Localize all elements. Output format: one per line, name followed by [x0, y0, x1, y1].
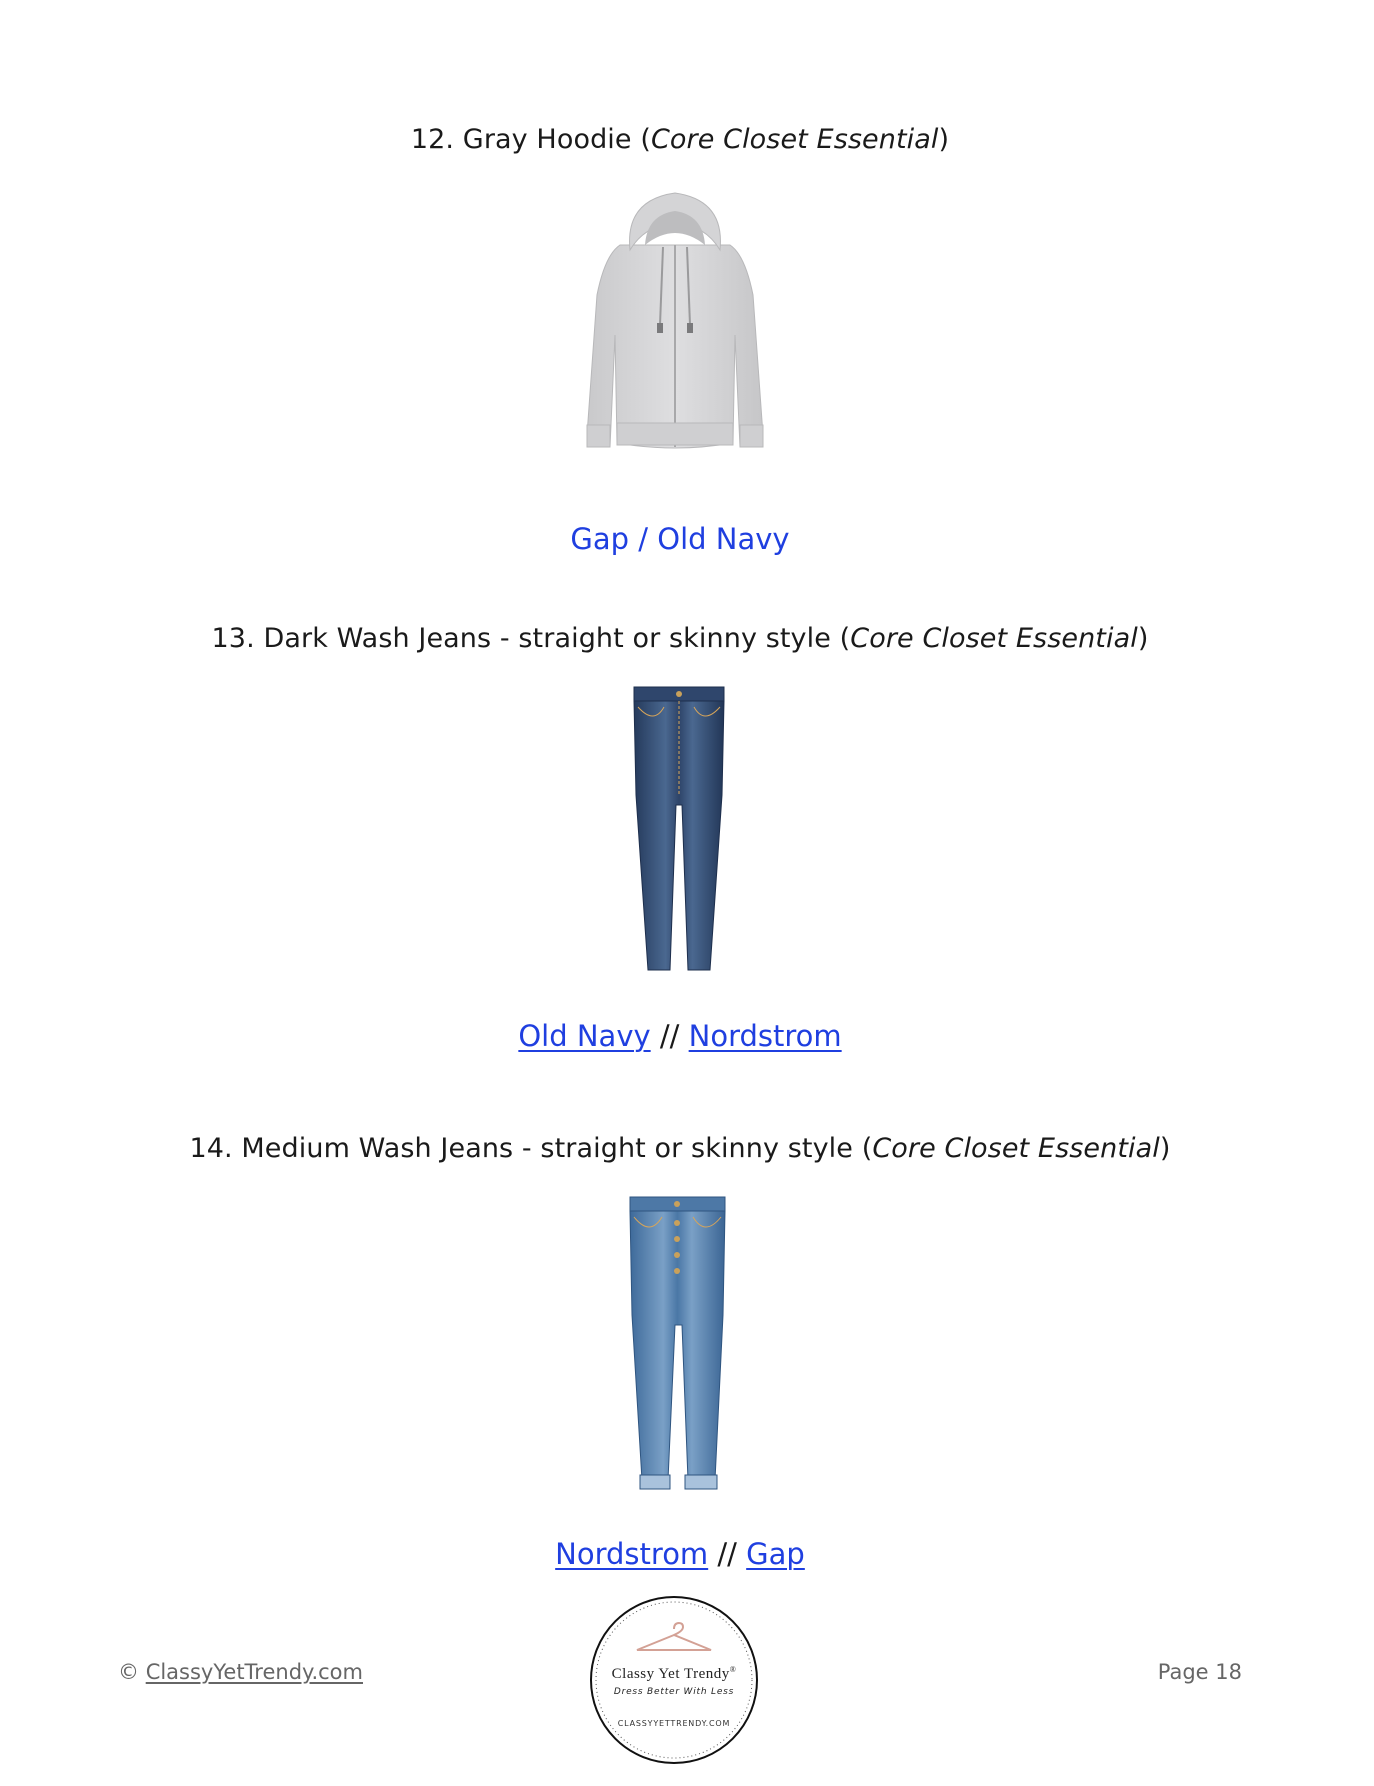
- item-14-links: [0, 1537, 1360, 1571]
- item-12-title: [0, 124, 1360, 155]
- item-name: Medium Wash Jeans - straight or skinny style: [241, 1133, 853, 1164]
- item-name: Dark Wash Jeans - straight or skinny style: [263, 623, 831, 654]
- paren: (: [861, 1133, 873, 1164]
- item-number: 12.: [410, 124, 455, 155]
- link-separator: //: [717, 1537, 737, 1571]
- dark-wash-jeans-image: [624, 685, 734, 980]
- logo-brand: [589, 1665, 759, 1683]
- medium-wash-jeans-image: [620, 1195, 735, 1505]
- copyright-symbol: ©: [118, 1660, 139, 1684]
- paren: ): [1159, 1133, 1171, 1164]
- logo-tagline: Dress Better With Less: [613, 1687, 735, 1697]
- paren: ): [1137, 623, 1149, 654]
- paren: (: [640, 124, 651, 155]
- gap-old-navy-link[interactable]: Gap / Old Navy: [570, 522, 790, 556]
- gap-link[interactable]: Gap: [746, 1537, 805, 1571]
- item-number: 13.: [211, 623, 255, 654]
- item-name: Gray Hoodie: [462, 124, 632, 155]
- item-13-title: [0, 623, 1360, 654]
- old-navy-link[interactable]: Old Navy: [518, 1019, 651, 1053]
- footer-copyright: [118, 1660, 363, 1684]
- item-tag: Core Closet Essential: [850, 623, 1138, 654]
- item-13-links: [0, 1019, 1360, 1053]
- item-number: 14.: [189, 1133, 233, 1164]
- page-number: Page 18: [1157, 1660, 1242, 1684]
- gray-zip-hoodie-image: [575, 185, 775, 470]
- item-12-links: [0, 522, 1360, 556]
- registered-mark: ®: [729, 1665, 737, 1674]
- nordstrom-link[interactable]: Nordstrom: [555, 1537, 709, 1571]
- logo-url: CLASSYYETTRENDY.COM: [617, 1719, 731, 1728]
- site-link[interactable]: ClassyYetTrendy.com: [145, 1660, 363, 1684]
- link-separator: //: [659, 1019, 680, 1053]
- paren: (: [839, 623, 851, 654]
- item-14-title: [0, 1133, 1360, 1164]
- brand-logo: [589, 1595, 759, 1765]
- nordstrom-link[interactable]: Nordstrom: [688, 1019, 842, 1053]
- logo-brand-text: Classy Yet Trendy: [611, 1666, 730, 1682]
- item-tag: Core Closet Essential: [872, 1133, 1160, 1164]
- item-tag: Core Closet Essential: [650, 124, 939, 155]
- paren: ): [938, 124, 950, 155]
